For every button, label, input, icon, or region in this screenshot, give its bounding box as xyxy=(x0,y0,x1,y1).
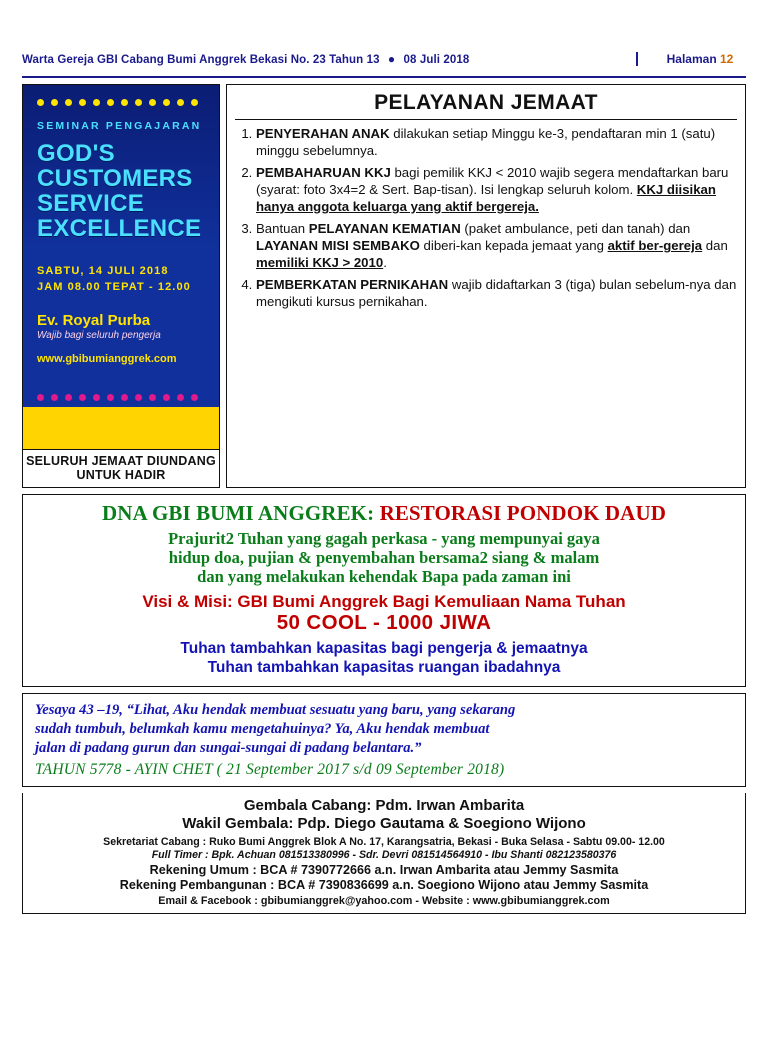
announcement-text-segment: dan xyxy=(702,238,728,254)
flyer-caption: SELURUH JEMAAT DIUNDANG UNTUK HADIR xyxy=(23,449,219,487)
dna-panel xyxy=(22,494,746,687)
announcement-title: PELAYANAN JEMAAT xyxy=(235,91,737,120)
announcement-text-segment: Bantuan xyxy=(256,221,309,237)
announcement-text-segment: bagi pemilik KKJ < 2010 wajib segera mendaftarkan baru (syarat: foto 3x4=2 & Sert. Bap-tisan). Isi lengkap seluruh kolom. xyxy=(256,165,729,198)
verse-line-3: jalan di padang gurun dan sungai-sungai di padang belantara.” xyxy=(35,739,422,756)
flyer-schedule xyxy=(37,264,207,296)
verse-line-1: Yesaya 43 –19, “Lihat, Aku hendak membuat sesuatu yang baru, yang sekarang xyxy=(35,702,516,719)
seminar-flyer xyxy=(22,84,220,488)
flyer-title xyxy=(37,142,207,242)
announcement-item xyxy=(256,164,737,215)
announcement-text-segment: memiliki KKJ > 2010 xyxy=(256,255,384,271)
announcement-text-segment: PELAYANAN KEMATIAN xyxy=(308,221,461,237)
flyer-title-line-2: CUSTOMERS xyxy=(37,164,193,192)
flyer-website: www.gbibumianggrek.com xyxy=(37,352,177,365)
announcement-text-segment: PEMBERKATAN PERNIKAHAN xyxy=(256,277,449,293)
announcement-item xyxy=(256,125,737,159)
announcement-text-segment: PEMBAHARUAN KKJ xyxy=(256,165,391,181)
top-section xyxy=(22,84,746,488)
flyer-image xyxy=(23,85,219,449)
sekretariat-info: Sekretariat Cabang : Ruko Bumi Anggrek Blok A No. 17, Karangsatria, Bekasi - Buka Selasa - Sabtu 09.00- 12.00 xyxy=(103,836,665,849)
flyer-title-line-1: GOD'S xyxy=(37,140,115,167)
page-indicator xyxy=(636,52,746,66)
full-timer-info: Full Timer : Bpk. Achuan 081513380996 - Sdr. Devri 081514564910 - Ibu Shanti 082123580376 xyxy=(151,849,617,862)
announcement-panel xyxy=(226,84,746,488)
page-label: Halaman xyxy=(666,52,717,66)
dna-poem-line-3: dan yang melakukan kehendak Bapa pada zaman ini xyxy=(197,567,571,587)
footer-panel xyxy=(22,793,746,914)
flyer-text-panel xyxy=(23,85,219,449)
dna-poem-line-2: hidup doa, pujian & penyembahan bersama2 siang & malam xyxy=(168,548,600,568)
prayer-line-2: Tuhan tambahkan kapasitas ruangan ibadahnya xyxy=(207,659,561,677)
announcement-text-segment: KKJ diisikan hanya anggota keluarga yang aktif bergereja. xyxy=(256,182,716,215)
cool-jiwa-target: 50 COOL - 1000 JIWA xyxy=(276,611,492,635)
page-number: 12 xyxy=(720,52,734,66)
header-bulletin-info xyxy=(22,52,469,66)
announcement-item xyxy=(256,220,737,271)
yellow-strip xyxy=(23,407,219,449)
flyer-speaker: Ev. Royal Purba xyxy=(37,311,151,329)
verse-panel xyxy=(22,693,746,787)
gembala-cabang: Gembala Cabang: Pdm. Irwan Ambarita xyxy=(243,797,525,815)
announcement-text-segment: PENYERAHAN ANAK xyxy=(256,126,390,141)
dot-decoration-top xyxy=(37,99,207,106)
flyer-title-line-4: EXCELLENCE xyxy=(37,214,202,242)
rekening-pembangunan: Rekening Pembangunan : BCA # 7390836699 a.n. Soegiono Wijono atau Jemmy Sasmita xyxy=(119,878,649,893)
announcement-text-segment: dilakukan setiap Minggu ke-3, pendaftaran min 1 (satu) minggu sebelumnya. xyxy=(256,126,716,159)
dna-title-accent: RESTORASI PONDOK DAUD xyxy=(379,501,666,525)
announcement-text-segment: (paket ambulance, peti dan tanah) dan xyxy=(460,221,691,237)
wakil-gembala: Wakil Gembala: Pdp. Diego Gautama & Soegiono Wijono xyxy=(182,815,586,833)
page-header xyxy=(22,52,746,78)
verse-line-2: sudah tumbuh, belumkah kamu mengetahuinya? Ya, Aku hendak membuat xyxy=(35,720,490,737)
dot-decoration-bottom xyxy=(37,394,198,401)
announcement-text-segment: diberi-kan kepada jemaat yang xyxy=(419,238,608,254)
prayer-line-1: Tuhan tambahkan kapasitas bagi pengerja & jemaatnya xyxy=(180,640,588,658)
prayer-lines xyxy=(31,640,737,678)
vision-mission-line: Visi & Misi: GBI Bumi Anggrek Bagi Kemuliaan Nama Tuhan xyxy=(142,592,626,612)
announcement-text-segment: LAYANAN MISI SEMBAKO xyxy=(256,238,420,254)
contact-info: Email & Facebook : gbibumianggrek@yahoo.com - Website : www.gbibumianggrek.com xyxy=(158,895,610,908)
bullet-separator-icon: ● xyxy=(387,52,396,66)
hebrew-year-line: TAHUN 5778 - AYIN CHET ( 21 September 2017 s/d 09 September 2018) xyxy=(35,761,505,779)
rekening-umum: Rekening Umum : BCA # 7390772666 a.n. Irwan Ambarita atau Jemmy Sasmita xyxy=(149,863,619,878)
announcement-text-segment: aktif ber-gereja xyxy=(607,238,703,254)
bulletin-title: Warta Gereja GBI Cabang Bumi Anggrek Bekasi No. 23 Tahun 13 xyxy=(22,54,380,66)
flyer-date: SABTU, 14 JULI 2018 xyxy=(37,264,169,277)
dna-poem xyxy=(31,529,737,586)
dna-poem-line-1: Prajurit2 Tuhan yang gagah perkasa - yang mempunyai gaya xyxy=(168,529,600,548)
announcement-item xyxy=(256,276,737,310)
bulletin-date: 08 Juli 2018 xyxy=(403,54,470,66)
announcement-text-segment: wajib didaftarkan 3 (tiga) bulan sebelum-nya dan mengikuti kursus pernikahan. xyxy=(256,277,737,310)
announcement-text-segment: . xyxy=(383,255,387,271)
dna-title-prefix: DNA GBI BUMI ANGGREK: xyxy=(102,501,380,525)
verse-text xyxy=(35,701,735,757)
announcement-list xyxy=(235,125,737,315)
flyer-kicker: SEMINAR PENGAJARAN xyxy=(37,120,202,132)
dna-title xyxy=(31,501,737,526)
flyer-time: JAM 08.00 TEPAT - 12.00 xyxy=(37,280,191,293)
flyer-speaker-note: Wajib bagi seluruh pengerja xyxy=(37,329,161,341)
flyer-title-line-3: SERVICE xyxy=(37,189,145,217)
warta-page xyxy=(0,52,768,1056)
